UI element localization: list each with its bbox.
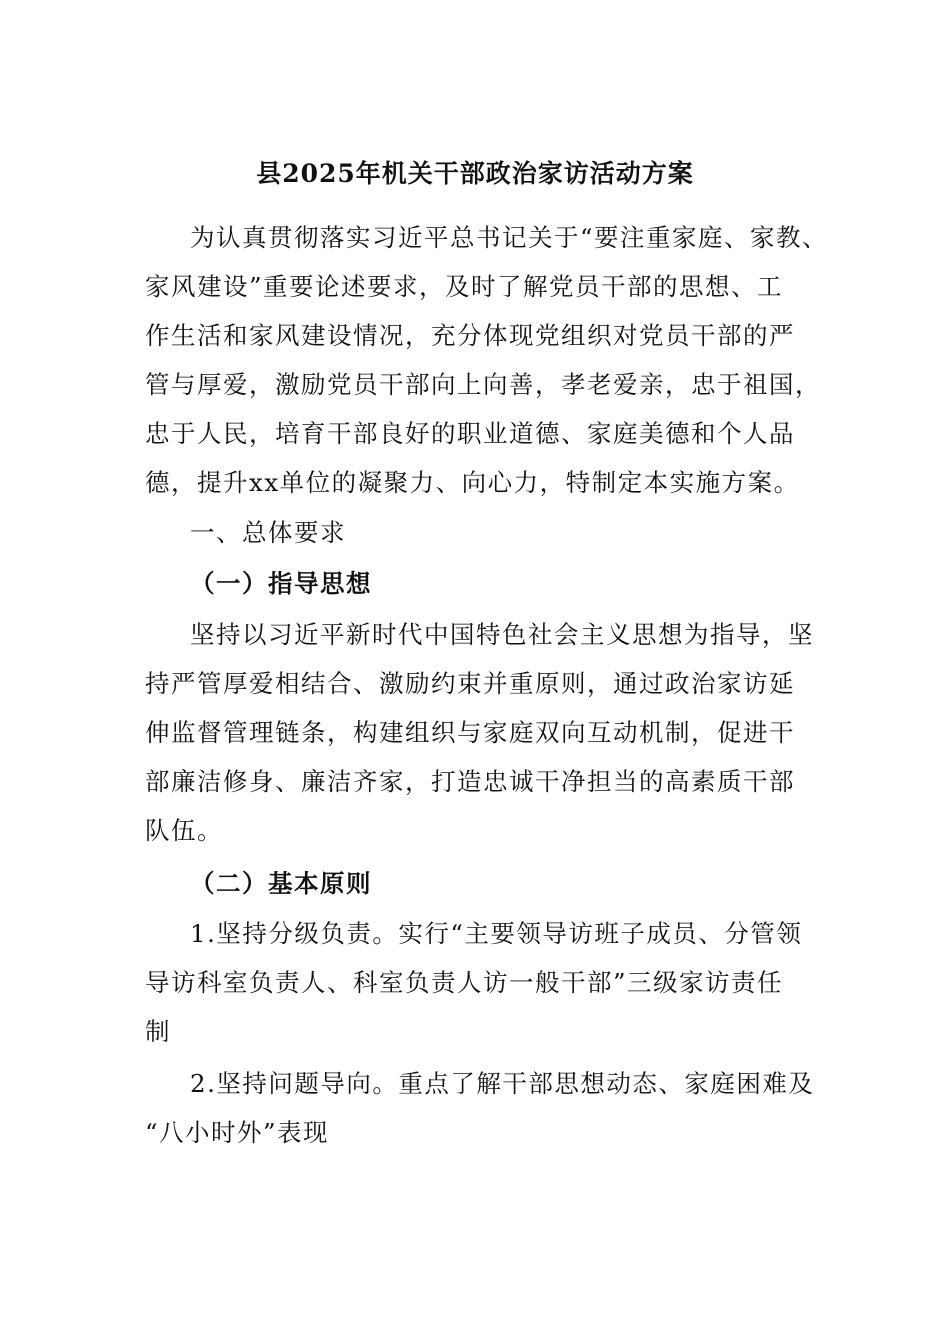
principle-line: 2.坚持问题导向。重点了解干部思想动态、家庭困难及: [190, 1069, 815, 1098]
intro-line: 为认真贯彻落实习近平总书记关于“要注重家庭、家教、: [190, 223, 829, 252]
subsection-heading: （一）指导思想: [190, 569, 372, 598]
principle-line: 导访科室负责人、科室负责人访一般干部”三级家访责任: [145, 968, 784, 997]
intro-line: 作生活和家风建设情况，充分体现党组织对党员干部的严: [145, 321, 795, 350]
intro-line: 管与厚爱，激励党员干部向上向善，孝老爱亲，忠于祖国，: [145, 370, 821, 399]
subsection-heading: （二）基本原则: [190, 869, 372, 898]
paragraph-line: 部廉洁修身、廉洁齐家，打造忠诚干净担当的高素质干部: [145, 767, 795, 796]
section-heading: 一、总体要求: [190, 518, 346, 547]
principle-line: 制: [145, 1017, 171, 1046]
paragraph-line: 伸监督管理链条，构建组织与家庭双向互动机制，促进干: [145, 718, 795, 747]
principle-line: 1.坚持分级负责。实行“主要领导访班子成员、分管领: [190, 919, 803, 948]
intro-line: 忠于人民，培育干部良好的职业道德、家庭美德和个人品: [145, 419, 795, 448]
principle-line: “八小时外”表现: [145, 1118, 330, 1147]
intro-line: 德，提升xx单位的凝聚力、向心力，特制定本实施方案。: [145, 468, 800, 497]
intro-line: 家风建设”重要论述要求，及时了解党员干部的思想、工: [145, 272, 784, 301]
paragraph-line: 持严管厚爱相结合、激励约束并重原则，通过政治家访延: [145, 669, 795, 698]
document-title: 县2025年机关干部政治家访活动方案: [256, 159, 694, 188]
paragraph-line: 队伍。: [145, 816, 223, 845]
paragraph-line: 坚持以习近平新时代中国特色社会主义思想为指导，坚: [190, 620, 814, 649]
